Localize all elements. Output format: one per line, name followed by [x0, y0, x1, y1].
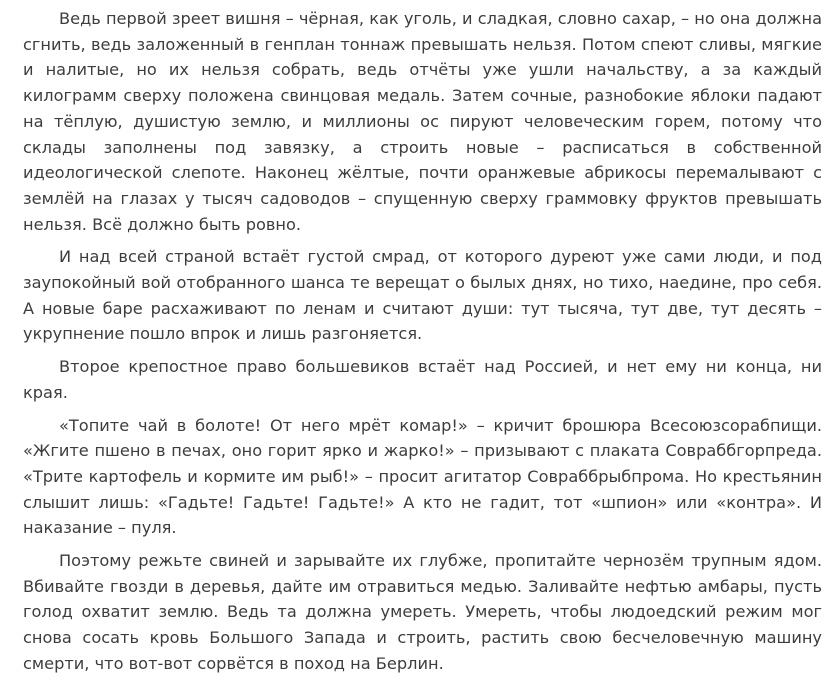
- paragraph-slogans: «Топите чай в болоте! От него мрёт комар!» – кричит брошюра Всесоюзсорабпищи. «Жгите пшено в печах, оно горит ярко и жарко!» – призывают с плаката Совраббгорпреда. «Трите картофель и кормите им рыб!» – просит агитатор Совраббрыбпрома. Но крестьянин слышит лишь: «Гадьте! Гадьте! Гадьте!» А кто не гадит, тот «шпион» или «контра». И наказание – пуля.: [23, 415, 822, 538]
- paragraph-fruit: Ведь первой зреет вишня – чёрная, как уголь, и сладкая, словно сахар, – но она должна сгнить, ведь заложенный в генплан тоннаж превышать нельзя. Потом спеют сливы, мягкие и налитые, но их нельзя собрать, ведь отчёты уже ушли начальству, а за каждый килограмм сверху положена свинцовая медаль. Затем сочные, разнобокие яблоки падают на тёплую, душистую землю, и миллионы ос пируют человеческим горем, потому что склады заполнены под завязку, а строить новые – расписаться в собственной идеологической слепоте. Наконец жёлтые, почти оранжевые абрикосы перемалывают с землёй на глазах у тысяч садоводов – спущенную сверху граммовку фруктов превышать нельзя. Всё должно быть ровно.: [23, 9, 822, 234]
- paragraph-conclusion: Поэтому режьте свиней и зарывайте их глубже, пропитайте чернозём трупным ядом. Вбивайте гвозди в деревья, дайте им отравиться медью. Заливайте нефтью амбары, пусть голод охватит землю. Ведь та должна умереть. Умереть, чтобы людоедский режим мог снова сосать кровь Большого Запада и строить, растить свою бесчеловечную машину смерти, что вот-вот сорвётся в поход на Берлин.: [23, 551, 822, 673]
- paragraph-stench: И над всей страной встаёт густой смрад, от которого дуреют уже сами люди, и под заупокойный вой отобранного шанса те верещат о былых днях, но тихо, наедине, про себя. А новые баре расхаживают по ленам и считают души: тут тысяча, тут две, тут десять – укрупнение пошло впрок и лишь разгоняется.: [23, 247, 822, 344]
- paragraph-serfdom: Второе крепостное право большевиков встаёт над Россией, и нет ему ни конца, ни края.: [23, 357, 822, 402]
